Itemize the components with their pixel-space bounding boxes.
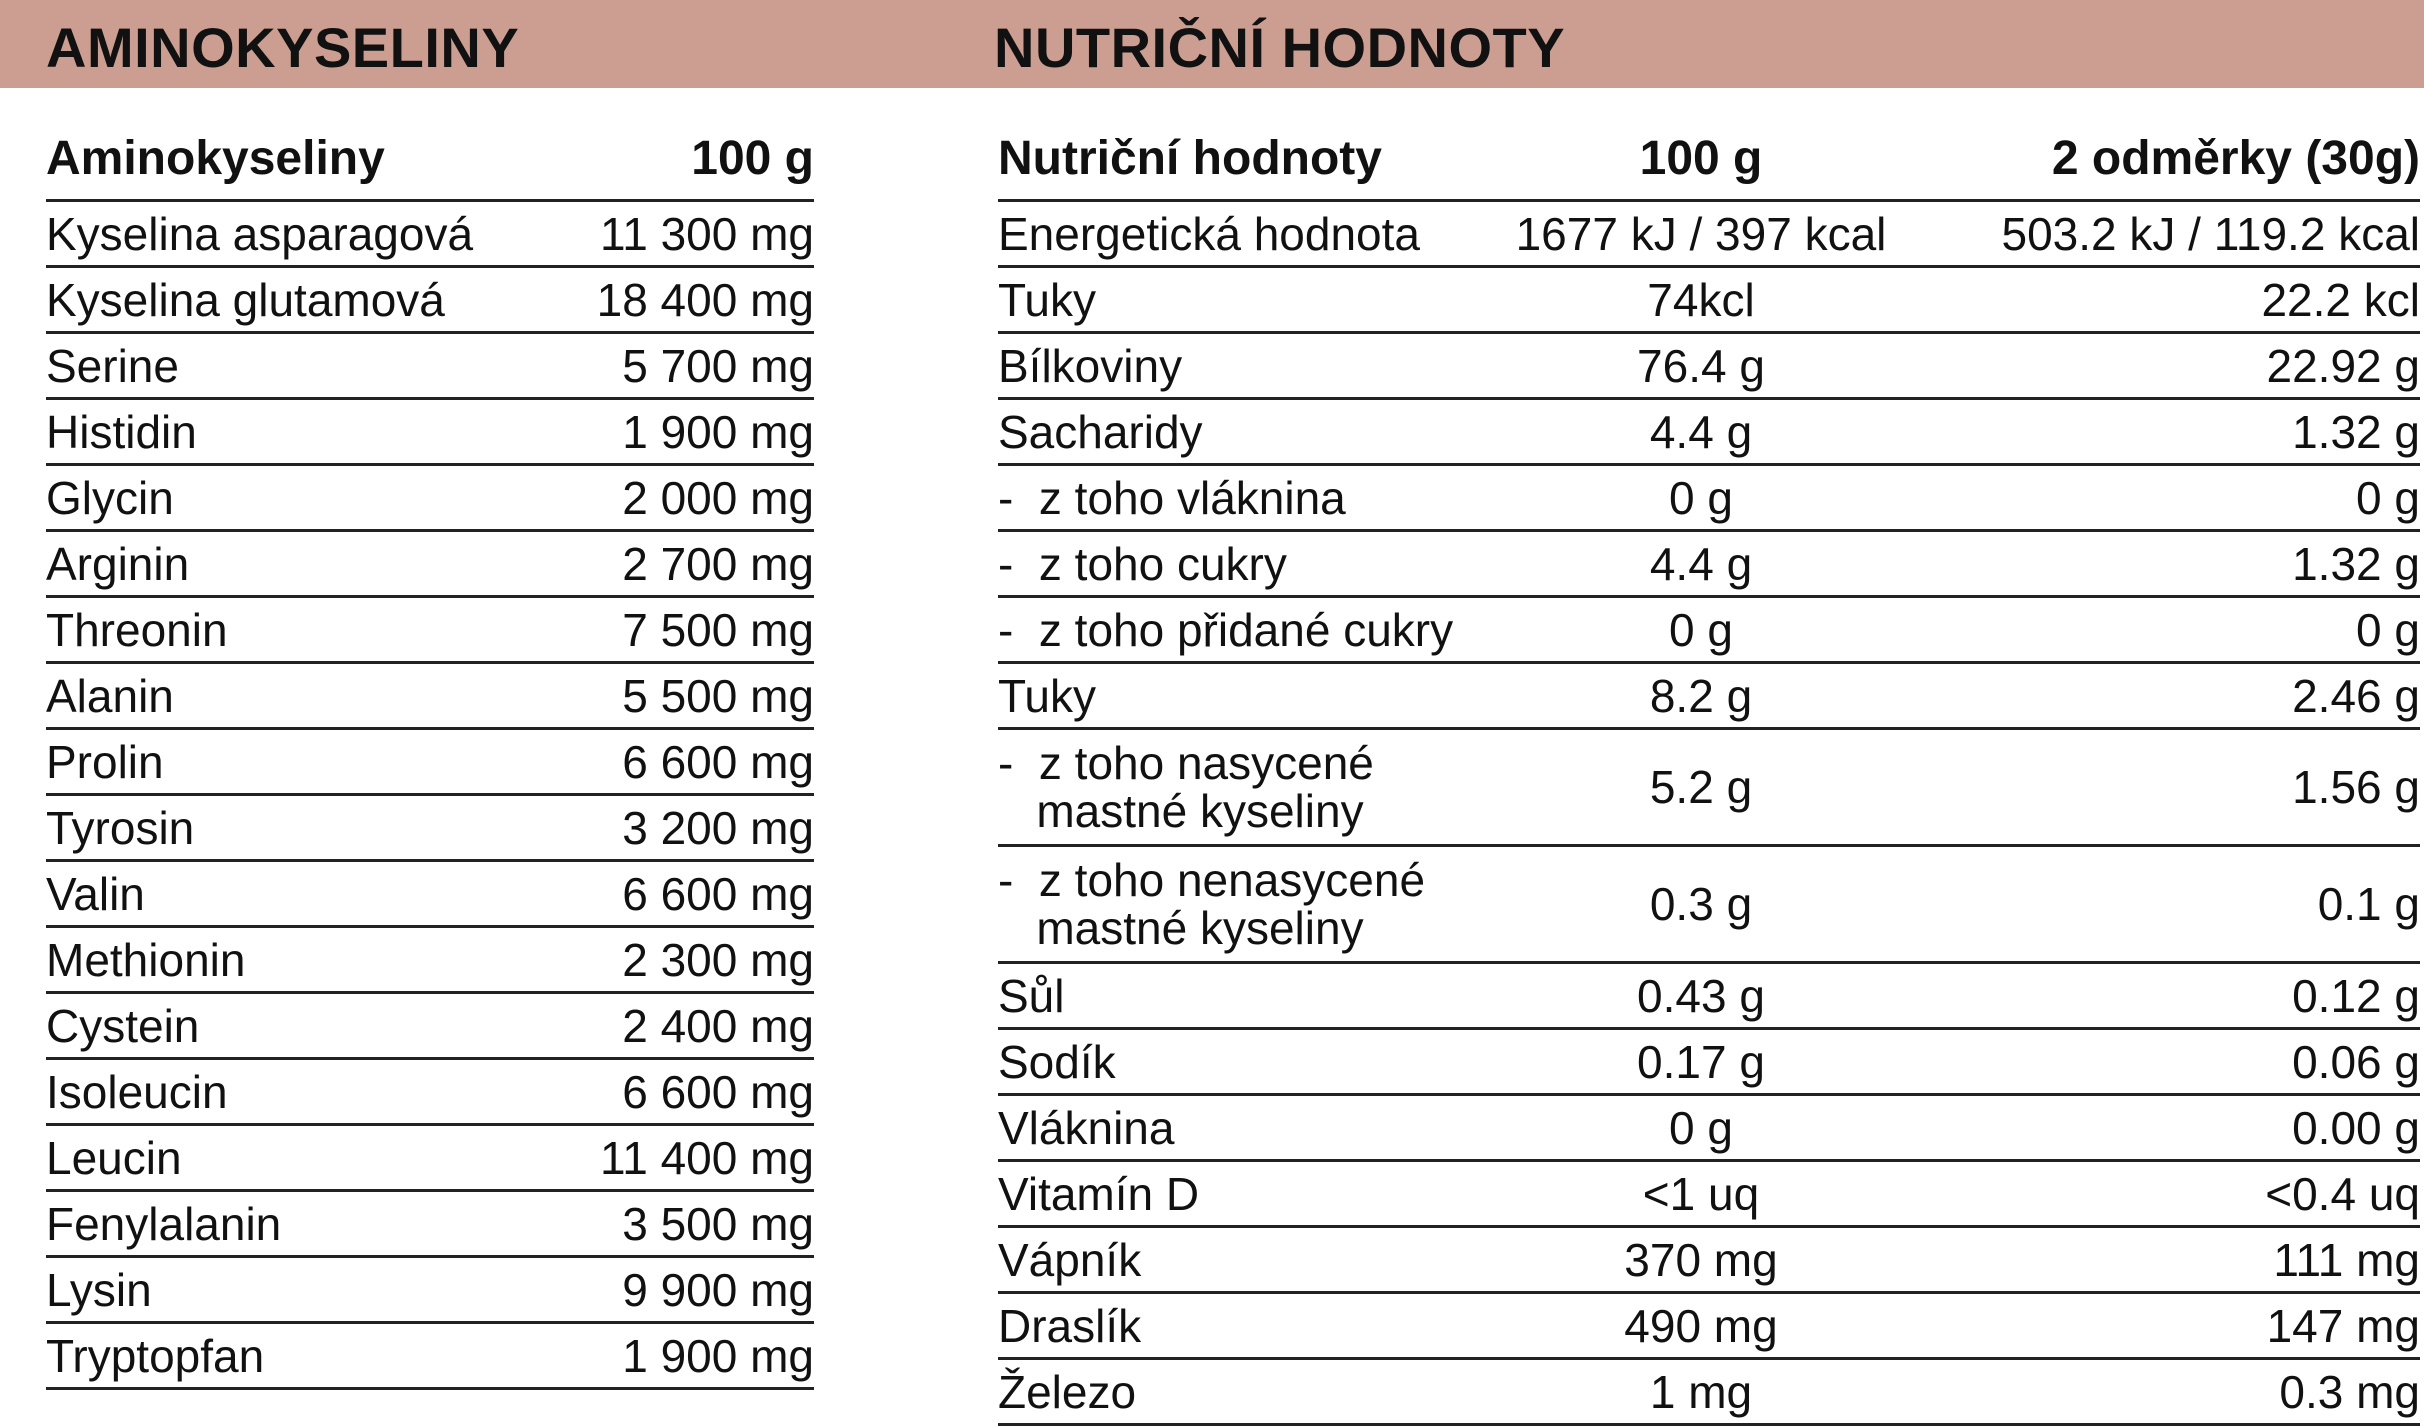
nutrient-name-cell [998,971,1478,1021]
amino-value: 6 600 mg [622,1065,814,1118]
nutrient-name: Energetická hodnota [998,207,1420,260]
nutrient-name-cell [998,1037,1478,1087]
amino-value: 5 500 mg [622,669,814,722]
amino-value: 5 700 mg [622,339,814,392]
amino-name: Fenylalanin [46,1197,282,1250]
nutrient-per100: 0 g [1669,603,1733,656]
nutrient-per100: 1 mg [1649,1365,1753,1418]
nutrient-per100: 0.43 g [1637,969,1765,1022]
nutrition-header-name: Nutriční hodnoty [998,132,1382,185]
amino-name: Tyrosin [46,801,195,854]
nutrition-table [998,118,2420,1426]
amino-header-name: Aminokyseliny [46,132,385,185]
nutrient-per30: 0 g [2356,603,2420,656]
nutrient-name-cell [998,275,1478,325]
nutrient-per100: 490 mg [1624,1299,1778,1352]
nutrient-name-cell [998,407,1478,457]
table-row [998,1162,2420,1228]
amino-value: 6 600 mg [622,867,814,920]
nutrient-per100: 5.2 g [1649,761,1753,813]
amino-name: Leucin [46,1131,182,1184]
amino-value: 11 300 mg [600,207,814,260]
nutrient-per100: 0 g [1669,1101,1733,1154]
nutrient-per100: <1 uq [1642,1167,1760,1220]
nutrient-per30: 1.32 g [2292,405,2420,458]
table-row [998,268,2420,334]
table-row [998,400,2420,466]
amino-value: 1 900 mg [622,1329,814,1382]
nutrient-name: Vápník [998,1233,1142,1286]
table-row [46,1060,814,1126]
amino-value: 1 900 mg [622,405,814,458]
table-row [998,1096,2420,1162]
nutrient-per30: 503.2 kJ / 119.2 kcal [2001,207,2420,260]
nutrient-per100: 370 mg [1624,1233,1778,1286]
nutrition-header-per100: 100 g [1639,132,1763,185]
amino-value: 2 700 mg [622,537,814,590]
nutrient-name: - z toho nasycené mastné kyseliny [998,737,1374,837]
nutrient-per30: 147 mg [2266,1299,2420,1352]
table-row [998,334,2420,400]
nutrient-name: Sacharidy [998,405,1203,458]
nutrient-name: Železo [998,1365,1137,1418]
nutrient-name-cell [998,605,1478,655]
amino-name: Prolin [46,735,164,788]
nutrient-per30: 22.2 kcl [2261,273,2420,326]
nutrient-per100: 74kcl [1647,273,1755,326]
amino-name: Tryptopfan [46,1329,265,1382]
table-row [998,730,2420,847]
amino-value: 3 500 mg [622,1197,814,1250]
table-row [998,598,2420,664]
table-row [998,664,2420,730]
table-row [998,1030,2420,1096]
nutrient-name: - z toho vláknina [998,471,1346,524]
nutrient-name-cell [998,1301,1478,1351]
amino-name: Cystein [46,999,200,1052]
table-row [46,928,814,994]
nutrient-per100: 76.4 g [1637,339,1765,392]
nutrient-per100: 1677 kJ / 397 kcal [1515,207,1887,260]
nutrient-name: - z toho nenasycené mastné kyseliny [998,854,1426,954]
amino-name: Glycin [46,471,174,524]
nutrient-name-cell [998,473,1478,523]
nutrient-name-cell [998,1103,1478,1153]
amino-section-title: AMINOKYSELINY [46,16,520,79]
amino-value: 2 000 mg [622,471,814,524]
amino-name: Valin [46,867,145,920]
table-row [998,1228,2420,1294]
amino-name: Histidin [46,405,197,458]
nutrient-name: Tuky [998,669,1096,722]
nutrient-name: - z toho přidané cukry [998,603,1454,656]
nutrient-per100: 4.4 g [1649,537,1753,590]
table-row [998,1294,2420,1360]
amino-table-body [46,202,814,1390]
table-row [46,1126,814,1192]
table-row [998,466,2420,532]
nutrient-name: Vláknina [998,1101,1175,1154]
table-row [46,730,814,796]
nutrient-name-cell [998,856,1478,952]
amino-name: Isoleucin [46,1065,228,1118]
nutrient-name: Tuky [998,273,1096,326]
nutrient-per100: 0.17 g [1637,1035,1765,1088]
nutrient-name: Sodík [998,1035,1116,1088]
amino-name: Threonin [46,603,228,656]
nutrient-name: Sůl [998,969,1065,1022]
table-row [998,532,2420,598]
nutrient-per30: 22.92 g [2266,339,2420,392]
nutrient-per30: 0.1 g [2317,878,2420,930]
table-row [46,862,814,928]
nutrient-per100: 0 g [1669,471,1733,524]
nutrient-per100: 0.3 g [1649,878,1753,930]
nutrient-name-cell [998,1367,1478,1417]
amino-name: Alanin [46,669,174,722]
table-row [46,532,814,598]
table-row [46,334,814,400]
nutrient-per30: <0.4 uq [2265,1167,2420,1220]
table-row [46,202,814,268]
nutrition-table-header [998,118,2420,202]
nutrient-per100: 8.2 g [1649,669,1753,722]
table-row [46,1192,814,1258]
nutrient-name-cell [998,671,1478,721]
amino-value: 3 200 mg [622,801,814,854]
nutrient-name: Bílkoviny [998,339,1183,392]
nutrient-per100: 4.4 g [1649,405,1753,458]
amino-value: 6 600 mg [622,735,814,788]
nutrition-header-per30: 2 odměrky (30g) [2051,132,2420,185]
nutrient-name: Draslík [998,1299,1142,1352]
amino-acids-table [46,118,814,1390]
nutrient-per30: 0.06 g [2292,1035,2420,1088]
amino-name: Kyselina asparagová [46,207,474,260]
table-row [46,1258,814,1324]
nutrient-per30: 0.3 mg [2279,1365,2420,1418]
amino-value: 7 500 mg [622,603,814,656]
amino-value: 2 400 mg [622,999,814,1052]
nutrition-section-title: NUTRIČNÍ HODNOTY [994,16,1566,79]
table-row [46,994,814,1060]
amino-value: 2 300 mg [622,933,814,986]
nutrient-per30: 1.32 g [2292,537,2420,590]
nutrient-per30: 0 g [2356,471,2420,524]
table-row [998,964,2420,1030]
amino-table-header [46,118,814,202]
amino-name: Arginin [46,537,190,590]
table-row [998,202,2420,268]
nutrient-per30: 111 mg [2273,1233,2420,1286]
amino-value: 9 900 mg [622,1263,814,1316]
amino-name: Methionin [46,933,246,986]
table-row [46,400,814,466]
nutrient-name-cell [998,1235,1478,1285]
header-banner [0,0,2424,88]
nutrient-name-cell [998,539,1478,589]
table-row [46,466,814,532]
table-row [46,598,814,664]
nutrient-per30: 0.12 g [2292,969,2420,1022]
nutrient-per30: 2.46 g [2292,669,2420,722]
nutrient-name-cell [998,739,1478,835]
amino-header-value: 100 g [691,132,814,185]
table-row [46,268,814,334]
amino-value: 11 400 mg [600,1131,814,1184]
nutrition-table-body [998,202,2420,1426]
table-row [998,1360,2420,1426]
table-row [998,847,2420,964]
nutrient-per30: 0.00 g [2292,1101,2420,1154]
nutrient-per30: 1.56 g [2292,761,2420,813]
amino-name: Kyselina glutamová [46,273,445,326]
nutrient-name: - z toho cukry [998,537,1287,590]
nutrient-name-cell [998,341,1478,391]
amino-name: Serine [46,339,179,392]
nutrient-name-cell [998,1169,1478,1219]
table-row [46,664,814,730]
table-row [46,796,814,862]
amino-value: 18 400 mg [596,273,814,326]
table-row [46,1324,814,1390]
nutrient-name-cell [998,209,1478,259]
amino-name: Lysin [46,1263,152,1316]
nutrient-name: Vitamín D [998,1167,1200,1220]
